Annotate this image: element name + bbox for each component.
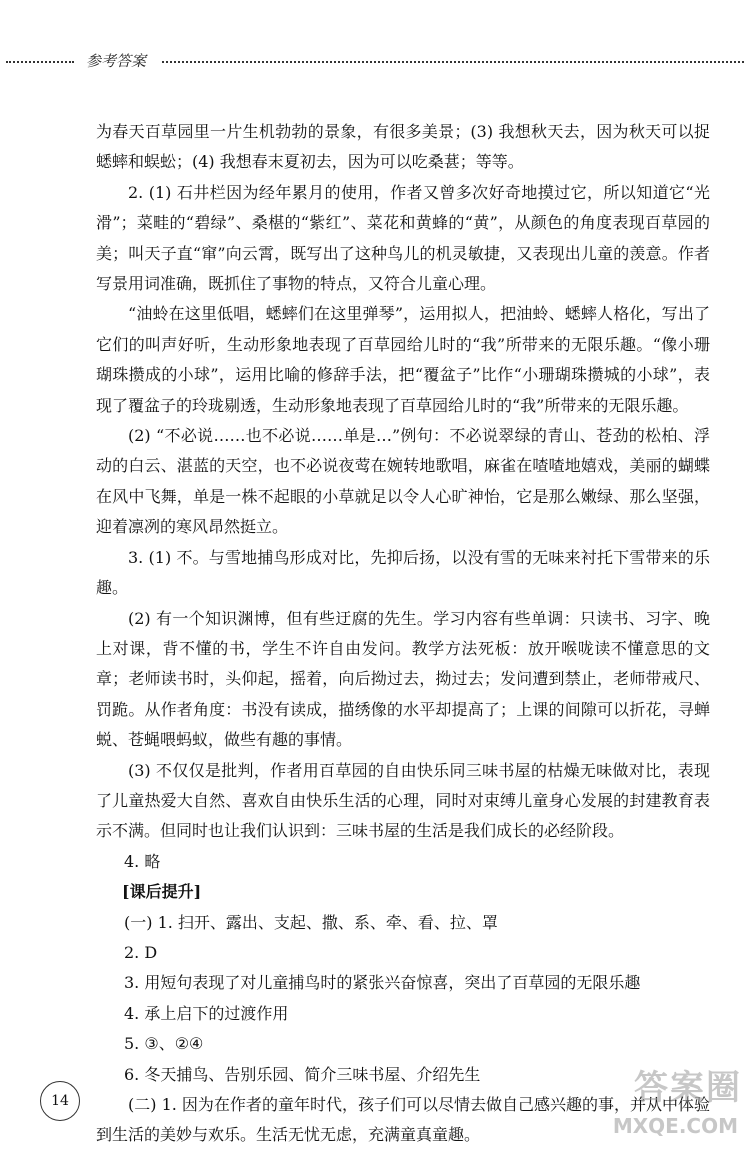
page-number: 14: [40, 1081, 80, 1121]
answer-paragraph: 2. (1) 石井栏因为经年累月的使用，作者又曾多次好奇地摸过它，所以知道它“光滑”；菜畦的“碧绿”、桑椹的“紫红”、菜花和黄蜂的“黄”，从颜色的角度表现百草园的美；叫天子直“窜”向云霄，既写出了这种鸟儿的机灵敏捷，又表现出儿童的羡意。作者写景用词准确，既抓住了事物的特点，又符合儿童心理。: [96, 182, 710, 294]
answer-paragraph: (二) 1. 因为在作者的童年时代，孩子们可以尽情去做自己感兴趣的事，并从中体验到生活的美妙与欢乐。生活无忧无虑，充满童真童趣。: [96, 1095, 710, 1145]
header-title: 参考答案: [86, 52, 147, 70]
watermark: [602, 1060, 742, 1138]
answer-paragraph: 4. 略: [124, 851, 161, 871]
section-title: [课后提升]: [122, 882, 202, 902]
answer-item: 6. 冬天捕鸟、告别乐园、简介三味书屋、介绍先生: [124, 1064, 481, 1084]
header-dotted-rule-left: [6, 61, 74, 63]
answer-item: 4. 承上启下的过渡作用: [124, 1003, 289, 1023]
watermark-url: MXQE.COM: [612, 1114, 738, 1138]
watermark-logo: 答案圈: [634, 1068, 742, 1108]
answer-content: [96, 117, 710, 1151]
answer-paragraph: (3) 不仅仅是批判，作者用百草园的自由快乐同三味书屋的枯燥无味做对比，表现了儿童热爱大自然、喜欢自由快乐生活的心理，同时对束缚儿童身心发展的封建教育表示不满。但同时也让我们认识到：三味书屋的生活是我们成长的必经阶段。: [96, 760, 710, 841]
answer-item: (一) 1. 扫开、露出、支起、撒、系、牵、看、拉、罩: [124, 912, 498, 932]
answer-paragraph: (2) “不必说……也不必说……单是…”例句：不必说翠绿的青山、苍劲的松柏、浮动的白云、湛蓝的天空，也不必说夜莺在婉转地歌唱，麻雀在喳喳地嬉戏，美丽的蝴蝶在风中飞舞，单是一株不起眼的小草就足以令人心旷神怡，它是那么嫩绿、那么坚强，迎着凛冽的寒风昂然挺立。: [96, 426, 710, 537]
answer-paragraph: “油蛉在这里低唱，蟋蟀们在这里弹琴”，运用拟人，把油蛉、蟋蟀人格化，写出了它们的叫声好听，生动形象地表现了百草园给儿时的“我”所带来的无限乐趣。“像小珊瑚珠攒成的小球”，运用比喻的修辞手法，把“覆盆子”比作“小珊瑚珠攒城的小球”，表现了覆盆子的玲珑剔透，生动形象地表现了百草园给儿时的“我”所带来的无限乐趣。: [96, 304, 710, 415]
answer-item: 5. ③、②④: [124, 1034, 204, 1054]
answer-item: 2. D: [124, 942, 158, 962]
answer-paragraph: 3. (1) 不。与雪地捕鸟形成对比，先抑后扬，以没有雪的无味来衬托下雪带来的乐趣。: [96, 547, 710, 598]
answer-paragraph: (2) 有一个知识渊博，但有些迂腐的先生。学习内容有些单调：只读书、习字、晚上对课，背不懂的书，学生不许自由发问。教学方法死板：放开喉咙读不懂意思的文章；老师读书时，头仰起，摇着，向后拗过去，拗过去；发问遭到禁止，老师带戒尺、罚跪。从作者角度：书没有读成，描绣像的水平却提高了；上课的间隙可以折花，寻蝉蜕、苍蝇喂蚂蚁，做些有趣的事情。: [96, 608, 710, 750]
answer-paragraph: 为春天百草园里一片生机勃勃的景象，有很多美景；(3) 我想秋天去，因为秋天可以捉蟋蟀和蜈蚣；(4) 我想春末夏初去，因为可以吃桑葚；等等。: [96, 122, 710, 172]
header-dotted-rule-right: [162, 61, 744, 63]
answer-item: 3. 用短句表现了对儿童捕鸟时的紧张兴奋惊喜，突出了百草园的无限乐趣: [124, 973, 641, 993]
page-header: [0, 46, 750, 76]
